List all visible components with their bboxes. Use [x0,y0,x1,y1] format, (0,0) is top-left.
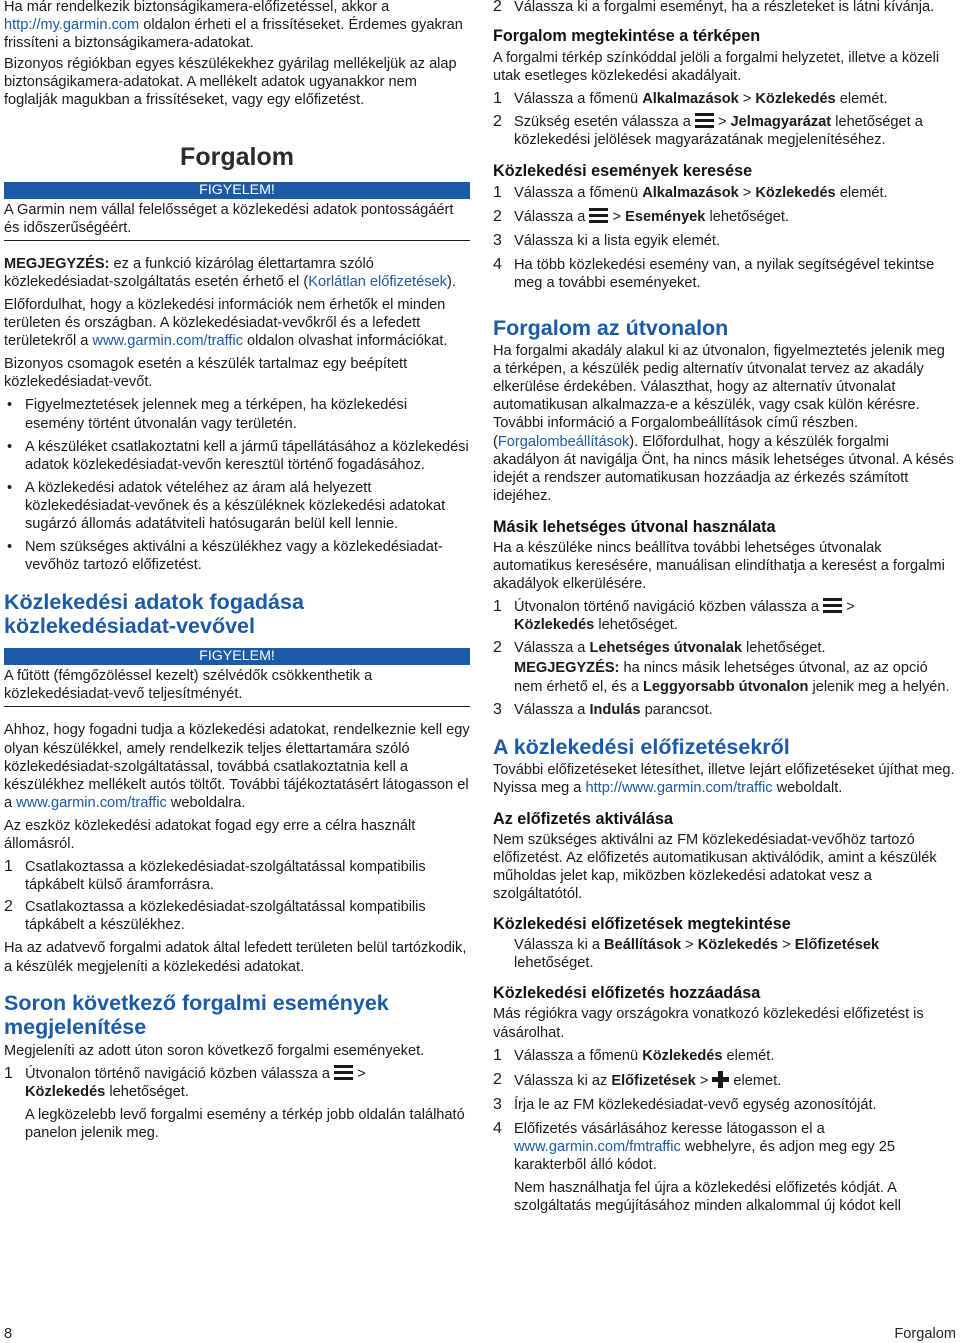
step-text: Ha több közlekedési esemény van, a nyilak segítségével tekintse meg a további eseményeket. [514,256,935,291]
step-number: 1 [4,1064,13,1082]
intro-paragraph-1 [4,0,470,52]
activation-paragraph: Nem szükséges aktiválni az FM közlekedésiadat-vevőhöz tartozó előfizetést. Az előfizetés automatikusan aktiválódik, amint a készülék műholdas jelet kap, miközben közlekedési adatokat vesz a szolgáltatótól. [493,831,937,903]
step-number: 4 [493,1119,502,1137]
page-number: 8 [4,1326,13,1342]
step-text [25,1065,470,1101]
separator: > [353,1065,366,1082]
traffic-option: Közlekedés [755,184,836,201]
warning-text-2: A fűtött (fémgőzöléssel kezelt) szélvédők csökkenthetik a közlekedésiadat-vevő teljesítményét. [4,668,373,703]
bullet-text: A közlekedési adatok vételéhez az áram alá helyezett közlekedésiadat-vevőnek és a készüléknek közlekedési adatokat sugárzó állomás adatátviteli hatósugarán belül kell lennie. [25,479,446,532]
bullet-text: Nem szükséges aktiválni a készülékhez vagy a közlekedésiadat-vevőhöz tartozó előfizetést. [25,539,443,574]
step-result-text: A legközelebb levő forgalmi esemény a térkép jobb oldalán található panelon jelenik meg. [25,1106,465,1142]
coverage-text-end: oldalon olvashat információkat. [243,333,448,350]
menu-icon [589,208,608,223]
step-text-end: lehetőséget. [105,1083,189,1100]
bullet-dot: • [7,539,13,556]
note-text: ez a funkció kizárólag élettartamra szóló közlekedésiadat-szolgáltatás esetén érhető el ( [4,255,374,290]
alt-step-2-note: MEGJEGYZÉS: ha nincs másik lehetséges útvonal, az az opció nem érhető el, és a Leggyorsabb útvonalon jelenik meg a helyén. [514,660,950,695]
left-column [4,0,470,1142]
step-number: 2 [493,639,502,657]
note-paragraph [4,255,470,291]
warning-label: FIGYELEM! [4,182,470,199]
view-subscriptions-heading: Közlekedési előfizetések megtekintése [493,915,791,934]
footer-section-title: Forgalom [894,1326,956,1342]
coverage-text: Előfordulhat, hogy a közlekedési információk nem érhetők el minden területen és országban. A közlekedésiadat-vevőkről és a lefedett területekről a [4,296,446,350]
subscriptions-option: Előfizetések [794,937,880,954]
menu-icon [823,598,842,613]
step-note-text: Nem használhatja fel újra a közlekedési előfizetés kódját. A szolgáltatás megújításához minden alkalommal új kódot kell [514,1180,901,1215]
map-step-2: 2 Szükség esetén válassza a > Jelmagyarázat lehetőséget a közlekedési jelölések magyarázatának megjelenítéséhez. [493,113,923,149]
add-step-3 [493,1096,955,1114]
warning-text: A Garmin nem vállal felelősséget a közlekedési adatok pontosságáért és időszerűségéért. [4,201,454,236]
intro-paragraph-2: Bizonyos régiókban egyes készülékekhez gyárilag mellékeljük az alap biztonságikamera-adatokat. A mellékelt adatok ugyanakkor nem foglalják magukban a frissítéseket, vagy egy előfizetést. [4,56,457,109]
step-number: 2 [493,1070,502,1088]
search-step-4 [493,256,955,292]
list-item [4,396,470,432]
right-column [493,0,955,1215]
settings-option: Beállítások [604,937,682,954]
garmin-traffic-link[interactable]: www.garmin.com/traffic [92,333,243,350]
traffic-option: Közlekedés [514,617,595,634]
note-end: ). [446,273,456,290]
search-heading: Közlekedési események keresése [493,161,753,180]
add-step-4-note [493,1179,955,1215]
upcoming-step-1-result [4,1106,470,1142]
warning-box [4,182,470,241]
page-title: Forgalom [180,142,294,171]
receiver-text-end: weboldalra. [166,794,246,811]
step-number: 2 [4,898,13,916]
map-heading: Forgalom megtekintése a térképen [493,27,761,46]
subscriptions-paragraph: További előfizetéseket létesíthet, illetve lejárt előfizetéseket újíthat meg. Nyissa meg a http://www.garmin.com/traffic weboldalt. [493,761,955,796]
step-number: 3 [493,1095,502,1113]
bullet-dot: • [7,397,13,414]
receiver-step-2 [4,898,470,934]
note-label: MEGJEGYZÉS: [514,660,620,677]
receiver-paragraph-1 [4,721,470,811]
bullet-dot: • [7,438,13,455]
search-step-2: 2 Válassza a > Események lehetőséget. [493,207,789,225]
step-text: Csatlakoztassa a közlekedésiadat-szolgáltatással kompatibilis tápkábelt külső áramforrásra. [25,859,426,894]
traffic-option: Közlekedés [642,1047,723,1064]
step-text: Válassza ki a forgalmi eseményt, ha a részleteket is látni kívánja. [514,0,935,15]
receiver-step-1 [4,858,470,894]
step-number: 3 [493,700,502,718]
step-number: 3 [493,231,502,249]
alt-route-heading: Másik lehetséges útvonal használata [493,517,776,536]
step-number: 1 [493,1046,502,1064]
bullet-list [4,396,470,574]
unlimited-subscriptions-link[interactable]: Korlátlan előfizetések [308,273,447,290]
step-text: Csatlakoztassa a közlekedésiadat-szolgáltatással kompatibilis tápkábelt a készülékhez. [25,899,426,934]
receiver-paragraph-2: Az eszköz közlekedési adatokat fogad egy erre a célra használt állomásról. [4,817,416,852]
events-option: Események [625,208,706,225]
receiver-paragraph-3: Ha az adatvevő forgalmi adatok által lefedett területen belül tartózkodik, a készülék megjeleníti a közlekedési adatokat. [4,940,467,975]
legend-option: Jelmagyarázat [730,114,832,131]
step-number: 4 [493,255,502,273]
garmin-traffic-link-2[interactable]: www.garmin.com/traffic [16,794,167,811]
apps-option: Alkalmazások [642,184,739,201]
step-number: 1 [493,90,502,108]
traffic-option: Közlekedés [25,1083,106,1100]
upcoming-events-heading: Soron következő forgalmi események megjelenítése [4,990,389,1039]
list-item [4,438,470,474]
add-subscription-paragraph: Más régiókra vagy országokra vonatkozó közlekedési előfizetést is vásárolhat. [493,1006,924,1041]
list-item [4,479,470,533]
alt-route-paragraph: Ha a készüléke nincs beállítva további lehetséges útvonalak automatikus keresésére, manuálisan elindíthatja a keresést a forgalmi akadályok elkerülésére. [493,539,945,593]
list-item [4,538,470,574]
search-step-3 [493,232,955,250]
route-heading: Forgalom az útvonalon [493,316,729,341]
intro-text: Ha már rendelkezik biztonságikamera-előfizetéssel, akkor a [4,0,390,15]
alt-step-2: 2 Válassza a Lehetséges útvonalak lehetőséget. [493,639,826,657]
add-step-1: 1 Válassza a főmenü Közlekedés elemét. [493,1046,775,1064]
note-label: MEGJEGYZÉS: [4,255,110,272]
map-paragraph: A forgalmi térkép színkóddal jelöli a forgalmi helyzetet, illetve a közeli utak esetleges közlekedési akadályait. [493,50,940,85]
garmin-traffic-url-link[interactable]: http://www.garmin.com/traffic [585,779,773,796]
garmin-fmtraffic-link[interactable]: www.garmin.com/fmtraffic [514,1139,681,1156]
go-command: Indulás [589,701,641,718]
bullet-dot: • [7,479,13,496]
step-text-a: Útvonalon történő navigáció közben válassza a [25,1065,335,1082]
subscriptions-option: Előfizetések [611,1072,696,1089]
add-step-4: 4 Előfizetés vásárlásához keresse látogasson el a www.garmin.com/fmtraffic webhelyre, és adjon meg egy 25 karakterből álló kódot. [493,1119,895,1174]
upcoming-step-1 [4,1065,470,1101]
coverage-paragraph [4,296,470,350]
search-step-1: 1 Válassza a főmenü Alkalmazások > Közlekedés elemét. [493,183,888,201]
builtin-receiver-paragraph: Bizonyos csomagok esetén a készülék tartalmaz egy beépített közlekedésiadat-vevőt. [4,356,408,391]
warning-box-2 [4,648,470,707]
traffic-settings-link[interactable]: Forgalombeállítások [497,433,630,450]
step-number: 2 [493,207,502,225]
warning-label-2: FIGYELEM! [4,648,470,665]
plus-icon [712,1071,729,1088]
route-paragraph: Ha forgalmi akadály alakul ki az útvonalon, figyelmeztetés jelenik meg a térképen, a készülék pedig alternatív útvonalat tervez az akadály elkerülése érdekében. Választhat, hogy az alternatív útvonalat automatikusan alkalmazza-e a készülék, vagy csak külön kérésre. További információ a Forgalombeállítások című részben. (Forgalombeállítások). Előfordulhat, hogy a készülék forgalmi akadályon át navigálja Önt, ha nincs másik lehetséges útvonal. A késés idejét a rendszer automatikusan hozzáadja az érkezés számított idejéhez. [493,343,954,504]
bullet-text: Figyelmeztetések jelennek meg a térképen, ha közlekedési esemény történt útvonalán vagy területén. [25,397,408,432]
receiver-heading: Közlekedési adatok fogadása közlekedésiadat-vevővel [4,590,304,639]
step-text: Válassza ki a lista egyik elemét. [514,232,721,249]
traffic-option: Közlekedés [755,91,836,108]
upcoming-paragraph: Megjeleníti az adott úton soron következő forgalmi eseményeket. [4,1042,425,1059]
alt-step-1: 1 Útvonalon történő navigáció közben válassza a > Közlekedés lehetőséget. [493,598,855,634]
step-number: 1 [4,858,13,876]
step-number: 1 [493,183,502,201]
step-number: 1 [493,598,502,616]
receiver-text: Ahhoz, hogy fogadni tudja a közlekedési adatokat, rendelkeznie kell egy olyan készülékkel, amely rendelkezik teljes élettartamára szóló közlekedésiadat-szolgáltatással, továbbá csatlakoztatnia kell a készülékhez mellékelt autós töltőt. További tájékoztatásért látogasson el a [4,722,470,811]
activation-heading: Az előfizetés aktiválása [493,809,673,828]
subscriptions-heading: A közlekedési előfizetésekről [493,734,790,759]
menu-icon [334,1065,353,1080]
bullet-text: A készüléket csatlakoztatni kell a jármű tápellátásához a közlekedési adatok közlekedésiadat-vevőn keresztül történő fogadásához. [25,438,469,473]
menu-icon [695,113,714,128]
add-step-2: 2 Válassza ki az Előfizetések > elemet. [493,1070,782,1089]
step-number: 2 [493,113,502,131]
step-number: 2 [493,0,502,15]
select-event-step [493,0,955,16]
fastest-route-option: Leggyorsabb útvonalon [643,678,809,695]
alt-routes-option: Lehetséges útvonalak [589,640,742,657]
view-step: Válassza ki a Beállítások > Közlekedés > Előfizetések lehetőséget. [514,937,880,972]
intro-text-rest: oldalon érheti el a frissítéseket. Érdemes gyakran frissíteni a biztonságikamera-adatokat. [4,17,463,52]
traffic-option: Közlekedés [697,937,779,954]
add-subscription-heading: Közlekedési előfizetés hozzáadása [493,984,761,1003]
map-step-1: 1 Válassza a főmenü Alkalmazások > Közlekedés elemét. [493,90,888,108]
my-garmin-link[interactable]: http://my.garmin.com [4,17,140,34]
step-text: Írja le az FM közlekedésiadat-vevő egység azonosítóját. [514,1096,877,1113]
apps-option: Alkalmazások [642,91,739,108]
alt-step-3: 3 Válassza a Indulás parancsot. [493,700,713,718]
